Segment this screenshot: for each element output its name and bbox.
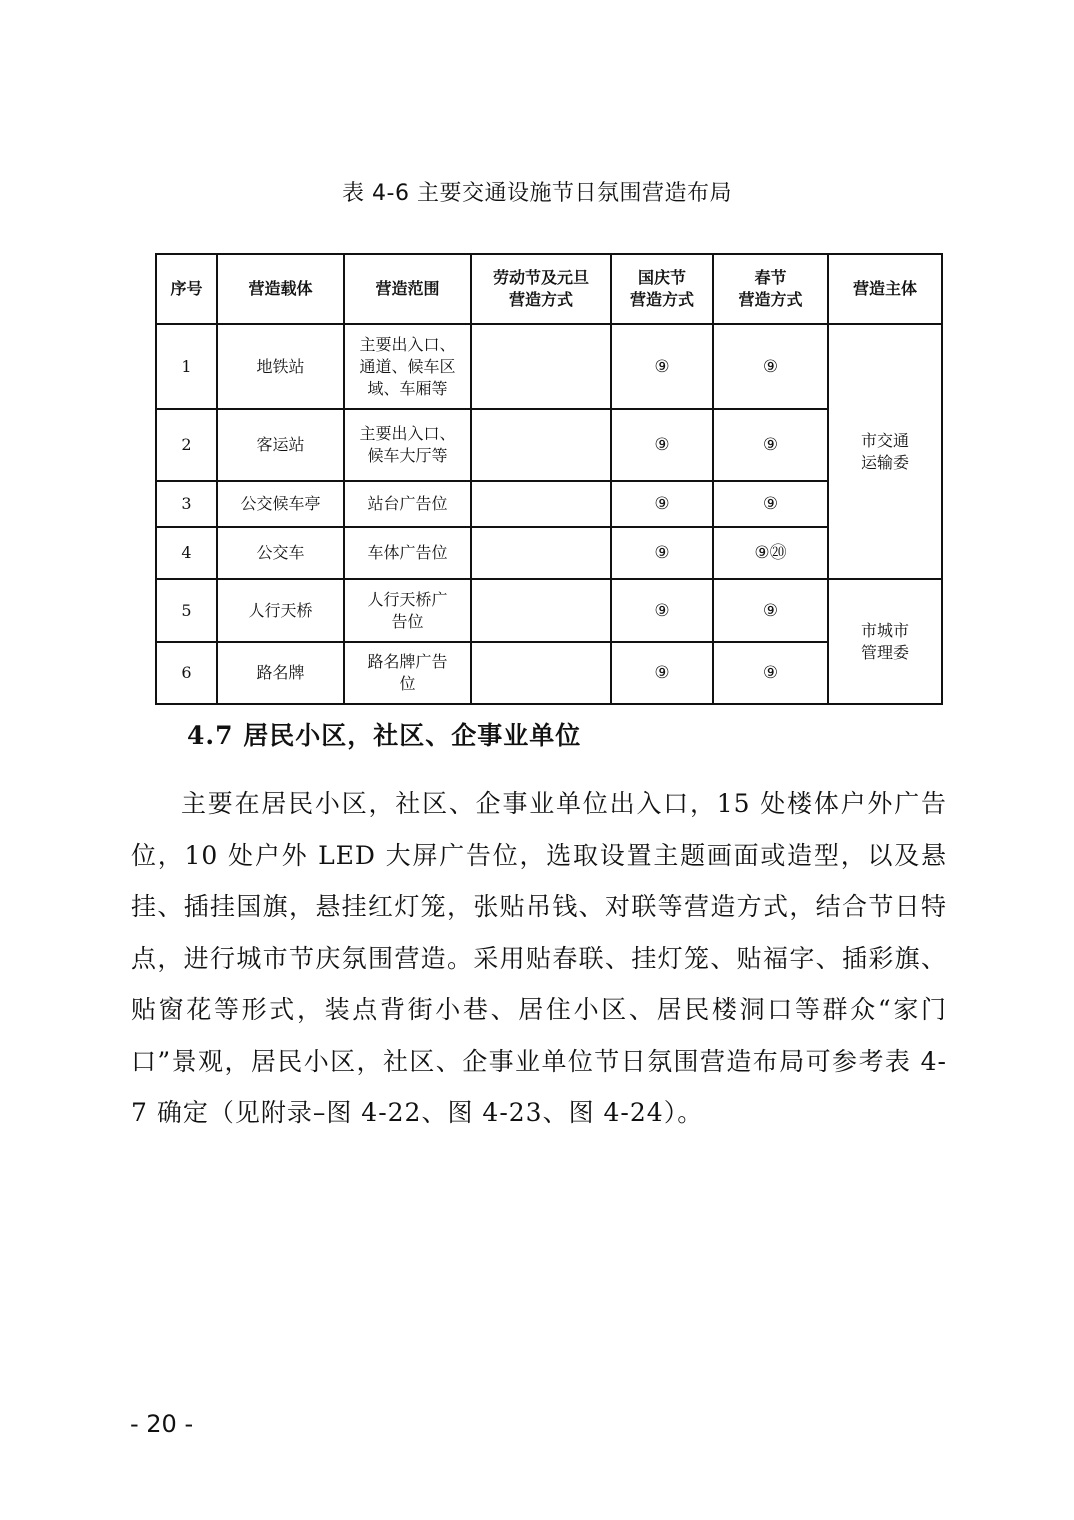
row-number: 1: [156, 324, 217, 409]
header-cell: 营造载体: [217, 254, 344, 324]
carrier-cell: 路名牌: [217, 642, 344, 704]
scope-cell: 车体广告位: [344, 527, 471, 579]
subject-cell: 市交通 运输委: [828, 324, 942, 579]
national-day-cell: ⑨: [611, 324, 713, 409]
spring-festival-cell: ⑨⑳: [713, 527, 828, 579]
spring-festival-cell: ⑨: [713, 481, 828, 527]
labor-day-cell: [471, 579, 611, 642]
table-row: [156, 527, 942, 579]
body-paragraph: 主要在居民小区，社区、企事业单位出入口，15 处楼体户外广告位，10 处户外 LED 大屏广告位，选取设置主题画面或造型，以及悬挂、插挂国旗，悬挂红灯笼，张贴吊钱、对联等营造方式，结合节日特点，进行城市节庆氛围营造。采用贴春联、挂灯笼、贴福字、插彩旗、贴窗花等形式，装点背街小巷、居住小区、居民楼洞口等群众“家门口”景观，居民小区，社区、企事业单位节日氛围营造布局可参考表 4-7 确定（见附录–图 4-22、图 4-23、图 4-24）。: [131, 789, 947, 1127]
scope-cell: 主要出入口、 候车大厅等: [344, 409, 471, 481]
header-cell: 劳动节及元旦 营造方式: [471, 254, 611, 324]
table-header-row: [156, 254, 942, 324]
carrier-cell: 客运站: [217, 409, 344, 481]
labor-day-cell: [471, 324, 611, 409]
labor-day-cell: [471, 642, 611, 704]
carrier-cell: 公交候车亭: [217, 481, 344, 527]
national-day-cell: ⑨: [611, 481, 713, 527]
row-number: 2: [156, 409, 217, 481]
national-day-cell: ⑨: [611, 642, 713, 704]
table-caption: 表 4-6 主要交通设施节日氛围营造布局: [342, 181, 732, 206]
section-title: 4.7 居民小区，社区、企事业单位: [187, 721, 582, 750]
spring-festival-cell: ⑨: [713, 409, 828, 481]
labor-day-cell: [471, 409, 611, 481]
scope-cell: 路名牌广告 位: [344, 642, 471, 704]
national-day-cell: ⑨: [611, 579, 713, 642]
spring-festival-cell: ⑨: [713, 579, 828, 642]
scope-cell: 主要出入口、 通道、候车区 域、车厢等: [344, 324, 471, 409]
row-number: 3: [156, 481, 217, 527]
row-number: 5: [156, 579, 217, 642]
table-row: [156, 409, 942, 481]
row-number: 4: [156, 527, 217, 579]
header-cell: 春节 营造方式: [713, 254, 828, 324]
table-row: [156, 481, 942, 527]
national-day-cell: ⑨: [611, 527, 713, 579]
carrier-cell: 公交车: [217, 527, 344, 579]
header-cell: 营造范围: [344, 254, 471, 324]
spring-festival-cell: ⑨: [713, 642, 828, 704]
page-number: - 20 -: [130, 1410, 194, 1438]
national-day-cell: ⑨: [611, 409, 713, 481]
table-row: [156, 324, 942, 409]
scope-cell: 人行天桥广 告位: [344, 579, 471, 642]
table-row: [156, 579, 942, 642]
header-cell: 营造主体: [828, 254, 942, 324]
carrier-cell: 地铁站: [217, 324, 344, 409]
row-number: 6: [156, 642, 217, 704]
table-row: [156, 642, 942, 704]
spring-festival-cell: ⑨: [713, 324, 828, 409]
facilities-table: [155, 253, 943, 705]
header-cell: 国庆节 营造方式: [611, 254, 713, 324]
scope-cell: 站台广告位: [344, 481, 471, 527]
subject-cell: 市城市 管理委: [828, 579, 942, 704]
carrier-cell: 人行天桥: [217, 579, 344, 642]
header-cell: 序号: [156, 254, 217, 324]
labor-day-cell: [471, 527, 611, 579]
labor-day-cell: [471, 481, 611, 527]
